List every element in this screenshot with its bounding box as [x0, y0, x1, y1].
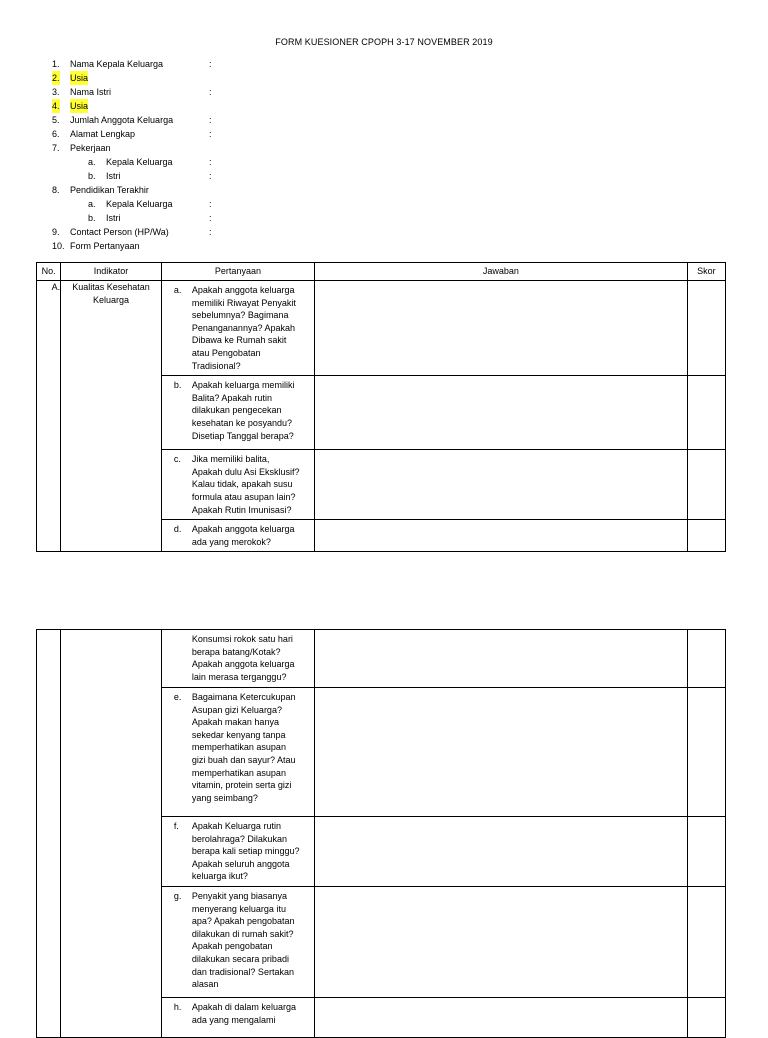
- identity-field-list: [52, 57, 352, 253]
- question-text-line: Apakah keluarga memiliki: [191, 380, 295, 391]
- question-text-line: lain merasa terganggu?: [191, 671, 287, 682]
- field-number: 10.: [52, 241, 65, 251]
- question-letter: f.: [173, 821, 179, 831]
- question-letter: h.: [173, 1001, 182, 1012]
- question-text-line: dilakukan secara pribadi: [191, 953, 289, 964]
- field-label: Usia: [70, 73, 89, 83]
- question-text-line: Bagaimana Ketercukupan: [191, 692, 296, 702]
- header-indikator: Indikator: [61, 263, 162, 281]
- field-colon: :: [209, 199, 212, 209]
- question-cell: [161, 450, 314, 520]
- section-indikator-cell: [61, 630, 162, 1038]
- answer-cell[interactable]: [315, 630, 688, 688]
- field-number: 4.: [52, 101, 60, 111]
- answer-cell[interactable]: [315, 817, 688, 887]
- form-field: [52, 211, 352, 225]
- field-number: 7.: [52, 143, 60, 153]
- question-cell: [161, 630, 314, 688]
- question-text-line: Konsumsi rokok satu hari: [191, 634, 293, 644]
- question-cell: [161, 997, 314, 1037]
- field-number: a.: [88, 157, 96, 167]
- table-row: [37, 630, 726, 688]
- form-field: [52, 85, 352, 99]
- section-number: A.: [37, 281, 61, 552]
- field-label: Nama Istri: [70, 87, 112, 97]
- question-text-line: berapa kali setiap minggu?: [191, 846, 300, 857]
- score-cell[interactable]: [687, 520, 725, 552]
- question-text-line: dilakukan pengecekan: [191, 405, 282, 416]
- question-text-line: menyerang keluarga itu: [191, 903, 286, 914]
- field-number: 6.: [52, 129, 60, 139]
- table-header-row: [37, 263, 726, 281]
- score-cell[interactable]: [687, 997, 725, 1037]
- questionnaire-table-page-2: [36, 629, 726, 1038]
- field-number: 3.: [52, 87, 60, 97]
- question-cell: [161, 376, 314, 450]
- question-letter: g.: [173, 890, 182, 901]
- question-text-line: sekedar kenyang tanpa: [191, 729, 286, 740]
- question-text-line: Apakah pengobatan: [191, 941, 273, 952]
- score-cell[interactable]: [687, 281, 725, 376]
- question-text-line: berapa batang/Kotak?: [191, 646, 281, 657]
- field-number: b.: [88, 171, 96, 181]
- answer-cell[interactable]: [315, 520, 688, 552]
- question-letter: c.: [173, 454, 181, 465]
- header-pertanyaan: Pertanyaan: [161, 263, 314, 281]
- field-number: 1.: [52, 59, 60, 69]
- answer-cell[interactable]: [315, 450, 688, 520]
- question-text-line: yang seimbang?: [191, 792, 258, 803]
- answer-cell[interactable]: [315, 997, 688, 1037]
- question-text-line: vitamin, protein serta gizi: [191, 780, 292, 791]
- answer-cell[interactable]: [315, 376, 688, 450]
- score-cell[interactable]: [687, 376, 725, 450]
- question-text-line: berolahraga? Dilakukan: [191, 833, 287, 844]
- header-skor: Skor: [687, 263, 725, 281]
- question-letter: d.: [173, 524, 182, 535]
- form-field: [52, 113, 352, 127]
- question-text-line: Apakah di dalam keluarga: [191, 1001, 296, 1012]
- form-field: [52, 99, 352, 113]
- field-number: 5.: [52, 115, 60, 125]
- question-text-line: gizi buah dan sayur? Atau: [191, 754, 296, 765]
- section-number-cell: [37, 630, 61, 1038]
- question-text-line: ada yang mengalami: [191, 1014, 276, 1025]
- answer-cell[interactable]: [315, 281, 688, 376]
- field-label: Istri: [106, 213, 121, 223]
- question-cell: [161, 688, 314, 817]
- question-text-line: atau Pengobatan: [191, 347, 261, 358]
- table-row: [37, 281, 726, 376]
- field-label: Pendidikan Terakhir: [70, 185, 149, 195]
- answer-cell[interactable]: [315, 886, 688, 997]
- question-text-line: Balita? Apakah rutin: [191, 392, 272, 403]
- question-text-line: memperhatikan asupan: [191, 742, 286, 753]
- field-label: Alamat Lengkap: [70, 129, 136, 139]
- form-field: [52, 155, 352, 169]
- question-text-line: alasan: [191, 979, 219, 990]
- question-text-line: dan tradisional? Sertakan: [191, 966, 294, 977]
- question-text-line: Kalau tidak, apakah susu: [191, 479, 293, 490]
- field-label: Pekerjaan: [70, 143, 111, 153]
- question-text-line: Penanganannya? Apakah: [191, 322, 295, 333]
- answer-cell[interactable]: [315, 688, 688, 817]
- question-text-line: Apakah dulu Asi Eksklusif?: [191, 466, 300, 477]
- field-label: Jumlah Anggota Keluarga: [70, 115, 174, 125]
- question-text-line: kesehatan ke posyandu?: [191, 417, 292, 428]
- field-colon: :: [209, 129, 212, 139]
- field-label: Kepala Keluarga: [106, 157, 173, 167]
- form-field: [52, 239, 352, 253]
- form-field: [52, 71, 352, 85]
- field-number: 9.: [52, 227, 60, 237]
- question-text-line: ada yang merokok?: [191, 536, 271, 547]
- question-text-line: Apakah anggota keluarga: [191, 659, 295, 670]
- question-text-line: apa? Apakah pengobatan: [191, 916, 295, 927]
- question-text-line: memperhatikan asupan: [191, 767, 286, 778]
- question-text-line: Apakah anggota keluarga: [191, 285, 295, 295]
- question-text-line: sebelumnya? Bagimana: [191, 310, 289, 321]
- field-colon: :: [209, 115, 212, 125]
- field-label: Nama Kepala Keluarga: [70, 59, 164, 69]
- question-text-line: Dibawa ke Rumah sakit: [191, 335, 287, 346]
- score-cell[interactable]: [687, 450, 725, 520]
- question-letter: b.: [173, 380, 182, 391]
- field-colon: :: [209, 227, 212, 237]
- question-cell: [161, 281, 314, 376]
- question-cell: [161, 520, 314, 552]
- field-label: Usia: [70, 101, 89, 111]
- question-text-line: Apakah Keluarga rutin: [191, 821, 281, 831]
- field-colon: :: [209, 87, 212, 97]
- field-number: 2.: [52, 73, 60, 83]
- field-label: Form Pertanyaan: [70, 241, 140, 251]
- form-field: [52, 197, 352, 211]
- form-field: [52, 225, 352, 239]
- question-cell: [161, 817, 314, 887]
- score-cell[interactable]: [687, 630, 725, 688]
- section-indikator: Kualitas Kesehatan Keluarga: [61, 281, 162, 552]
- field-colon: :: [209, 213, 212, 223]
- field-colon: :: [209, 157, 212, 167]
- question-letter: a.: [173, 285, 182, 295]
- header-no: No.: [37, 263, 61, 281]
- questionnaire-table-page-1: [36, 262, 726, 552]
- question-text-line: Apakah anggota keluarga: [191, 524, 295, 535]
- field-label: Contact Person (HP/Wa): [70, 227, 169, 237]
- question-text-line: Apakah Rutin Imunisasi?: [191, 504, 292, 515]
- question-text-line: formula atau asupan lain?: [191, 491, 296, 502]
- form-field: [52, 57, 352, 71]
- field-label: Kepala Keluarga: [106, 199, 173, 209]
- field-colon: :: [209, 59, 212, 69]
- question-cell: [161, 886, 314, 997]
- question-text-line: Penyakit yang biasanya: [191, 890, 287, 901]
- field-colon: :: [209, 171, 212, 181]
- question-text-line: Tradisional?: [191, 360, 241, 371]
- field-number: 8.: [52, 185, 60, 195]
- score-cell[interactable]: [687, 817, 725, 887]
- question-text-line: memiliki Riwayat Penyakit: [191, 297, 296, 308]
- question-text-line: keluarga ikut?: [191, 871, 248, 882]
- question-letter: e.: [173, 692, 182, 702]
- form-title: FORM KUESIONER CPOPH 3-17 NOVEMBER 2019: [275, 37, 493, 47]
- question-text-line: Jika memiliki balita,: [191, 454, 270, 465]
- question-text-line: Apakah seluruh anggota: [191, 858, 290, 869]
- score-cell[interactable]: [687, 688, 725, 817]
- form-field: [52, 183, 352, 197]
- field-number: a.: [88, 199, 96, 209]
- question-text-line: dilakukan di rumah sakit?: [191, 928, 294, 939]
- question-text-line: Asupan gizi Keluarga?: [191, 704, 282, 715]
- score-cell[interactable]: [687, 886, 725, 997]
- form-field: [52, 127, 352, 141]
- form-field: [52, 141, 352, 155]
- field-label: Istri: [106, 171, 121, 181]
- form-field: [52, 169, 352, 183]
- question-text-line: Apakah makan hanya: [191, 717, 279, 728]
- field-number: b.: [88, 213, 96, 223]
- header-jawaban: Jawaban: [315, 263, 688, 281]
- question-text-line: Disetiap Tanggal berapa?: [191, 430, 294, 441]
